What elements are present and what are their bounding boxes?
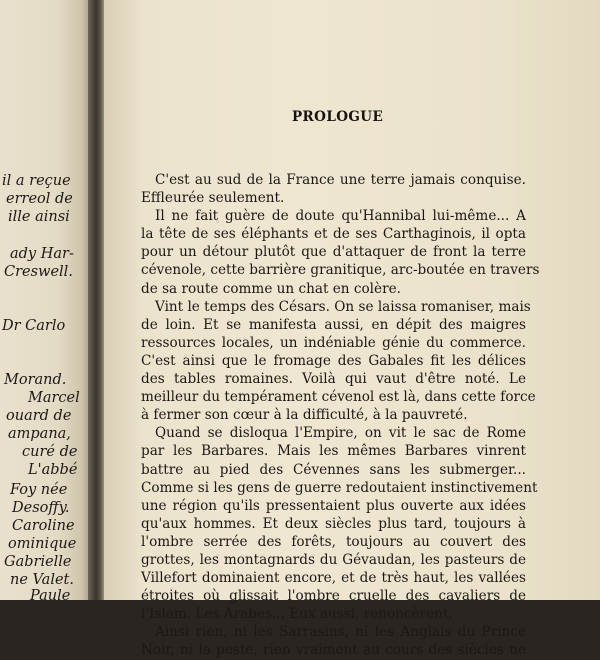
- text-line: C'est ainsi que le fromage des Gabales fit les délices: [141, 352, 526, 369]
- left-fragment: Dr Carlo: [2, 318, 66, 334]
- left-fragment: ille ainsi: [8, 209, 70, 225]
- text-line: Villefort dominaient encore, et de très haut, les vallées: [141, 570, 526, 587]
- text-line: C'est au sud de la France une terre jamais conquise.: [155, 172, 526, 188]
- left-fragment: Caroline: [12, 518, 75, 534]
- text-line: ressources locales, un indéniable génie du commerce.: [141, 334, 526, 351]
- left-fragment: Marcel: [28, 390, 80, 406]
- text-line: de loin. Et se manifesta aussi, en dépit des maigres: [141, 316, 526, 333]
- text-line: Ainsi rien, ni les Sarrasins, ni les Anglais du Prince: [155, 624, 526, 641]
- text-line: cévenole, cette barrière granitique, arc-boutée en travers: [141, 262, 540, 279]
- text-line: battre au pied des Cévennes sans les submerger...: [141, 461, 526, 478]
- left-page: [0, 0, 96, 600]
- text-line: la tête de ses éléphants et de ses Carthaginois, il opta: [141, 226, 526, 243]
- left-fragment: ouard de: [6, 408, 72, 424]
- left-fragment: Paule: [30, 588, 71, 600]
- text-line: de sa route comme un chat en colère.: [141, 280, 401, 297]
- text-line: Quand se disloqua l'Empire, on vit le sac de Rome: [155, 425, 526, 442]
- left-fragment: ne Valet.: [10, 572, 74, 588]
- left-fragment: erreol de: [6, 191, 73, 207]
- left-fragment: Creswell.: [4, 264, 73, 280]
- text-line: à fermer son cœur à la difficulté, à la pauvreté.: [141, 407, 468, 424]
- left-fragment: il a reçue: [2, 173, 71, 189]
- text-line: qu'aux hommes. Et deux siècles plus tard, toujours à: [141, 515, 526, 532]
- text-line: Comme si les gens de guerre redoutaient instinctivement: [141, 479, 538, 496]
- text-line: une région qu'ils pressentaient plus ouverte aux idées: [141, 497, 526, 514]
- text-line: Effleurée seulement.: [141, 190, 285, 207]
- left-fragment: ominique: [8, 536, 77, 552]
- left-fragment: Morand.: [4, 372, 67, 388]
- text-line: pour un détour plutôt que d'attaquer de front la terre: [141, 244, 526, 261]
- left-fragment: Desoffy.: [12, 500, 70, 516]
- text-line: Vint le temps des Césars. On se laissa romaniser, mais: [155, 298, 531, 315]
- text-line: des tables romaines. Voilà qui vaut d'être noté. Le: [141, 371, 526, 388]
- text-line: l'Islam. Les Arabes... Eux aussi, renoncèrent.: [141, 606, 453, 623]
- text-line: par les Barbares. Mais les mêmes Barbares vinrent: [141, 443, 526, 460]
- text-line: grottes, les montagnards du Gévaudan, les pasteurs de: [141, 551, 526, 568]
- chapter-title: PROLOGUE: [292, 109, 384, 125]
- left-fragment: Foy née: [10, 482, 68, 498]
- left-fragment: Gabrielle: [4, 554, 72, 570]
- text-line: Il ne fait guère de doute qu'Hannibal lui-même... A: [155, 208, 526, 225]
- text-line: étroites où glissait l'ombre cruelle des cavaliers de: [141, 588, 526, 605]
- left-fragment: ady Har-: [10, 246, 74, 262]
- text-line: meilleur du tempérament cévenol est là, dans cette force: [141, 389, 536, 406]
- left-fragment: ampana,: [8, 426, 71, 442]
- left-fragment: curé de: [22, 444, 78, 460]
- prologue-text: [141, 171, 540, 660]
- text-line: l'ombre serrée des forêts, toujours au couvert des: [141, 533, 526, 550]
- left-fragment: L'abbé: [28, 462, 78, 478]
- text-line: Noir, ni la peste, rien vraiment au cours des siècles ne: [141, 642, 526, 659]
